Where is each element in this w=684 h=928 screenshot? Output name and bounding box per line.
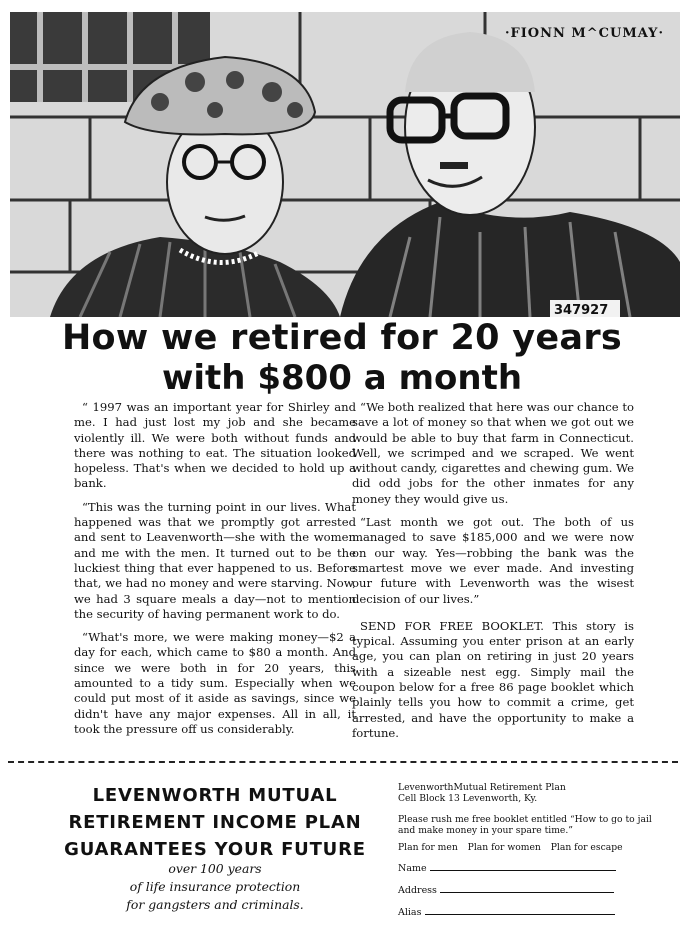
slogan-line-1: LEVENWORTH MUTUAL xyxy=(92,785,338,806)
headline-line-2: with $800 a month xyxy=(161,358,523,398)
slogan-line-2: RETIREMENT INCOME PLAN xyxy=(68,812,362,833)
slogan-line-3: GUARANTEES YOUR FUTURE xyxy=(64,839,366,860)
body-paragraph: “ 1997 was an important year for Shirley and me. I had just lost my job and she became violently ill. We were both without funds and there was nothing to eat. The situation looked hopeless. That's when we decided to hold up a bank. xyxy=(74,400,356,491)
body-paragraph: “We both realized that here was our chance to save a lot of money so that when we got out we would be able to buy that farm in Connecticut. Well, we scrimped and we scraped. We went without candy, cigarettes and chewing gum. We did odd jobs for the other inmates for any money they would give us. xyxy=(352,400,634,506)
address-field-label: Address xyxy=(398,885,437,896)
plan-option-escape[interactable]: Plan for escape xyxy=(550,842,623,853)
artist-signature: ·FIONN M^CUMAY· xyxy=(504,26,664,41)
address-field[interactable] xyxy=(398,884,628,896)
name-field-line[interactable] xyxy=(430,862,616,871)
body-paragraph: “Last month we got out. The both of us managed to save $185,000 and we were now on our way. Yes—robbing the bank was the smartest move we ever made. And investing our future with Levenworth was the wisest decision of our lives.” xyxy=(352,515,634,606)
body-column-right xyxy=(352,400,634,749)
tagline xyxy=(30,860,400,914)
plan-option-men[interactable]: Plan for men xyxy=(398,842,458,853)
tagline-line-1: over 100 years xyxy=(168,861,262,876)
alias-field[interactable] xyxy=(398,906,628,918)
couple-drawing xyxy=(10,12,680,317)
body-paragraph: SEND FOR FREE BOOKLET. This story is typical. Assuming you enter prison at an early age, you can plan on retiring in just 20 years with a sizeable nest egg. Simply mail the coupon below for a free 86 page booklet which plainly tells you how to commit a crime, get arrested, and have the opportunity to make a fortune. xyxy=(352,618,634,740)
coupon-address xyxy=(398,782,668,804)
mail-in-coupon xyxy=(398,782,668,918)
plan-option-women[interactable]: Plan for women xyxy=(467,842,541,853)
body-paragraph: “This was the turning point in our lives. What happened was that we promptly got arrested and sent to Leavenworth—she with the women and me with the men. It turned out to be the luckiest thing that ever happened to us. Before that, we had no money and were starving. Now, we had 3 square meals a day—not to mention the security of having permanent work to do. xyxy=(74,499,356,621)
name-field[interactable] xyxy=(398,862,628,874)
coupon-cut-line xyxy=(8,761,678,763)
prisoner-number: 347927 xyxy=(554,303,609,317)
alias-field-label: Alias xyxy=(398,907,422,918)
body-paragraph: “What's more, we were making money—$2 a day for each, which came to $80 a month. And since we were both in for 20 years, this amounted to a tidy sum. Especially when we could put most of it aside as savings, since we didn't have any major expenses. All in all, it took the pressure off us considerably. xyxy=(74,630,356,736)
slogan xyxy=(30,782,400,863)
tagline-line-2: of life insurance protection xyxy=(129,879,301,894)
address-field-line[interactable] xyxy=(440,884,614,893)
coupon-plan-options xyxy=(398,842,668,853)
headline-line-1: How we retired for 20 years xyxy=(61,318,623,358)
headline xyxy=(0,318,684,398)
coupon-address-line-2: Cell Block 13 Levenworth, Ky. xyxy=(398,793,538,804)
tagline-line-3: for gangsters and criminals. xyxy=(126,897,304,912)
coupon-address-line-1: LevenworthMutual Retirement Plan xyxy=(398,782,566,793)
illustration-retired-couple xyxy=(10,12,680,317)
coupon-request: Please rush me free booklet entitled “How to go to jail and make money in your spare time.” xyxy=(398,814,652,836)
name-field-label: Name xyxy=(398,863,427,874)
alias-field-line[interactable] xyxy=(425,906,615,915)
body-column-left xyxy=(74,400,356,745)
